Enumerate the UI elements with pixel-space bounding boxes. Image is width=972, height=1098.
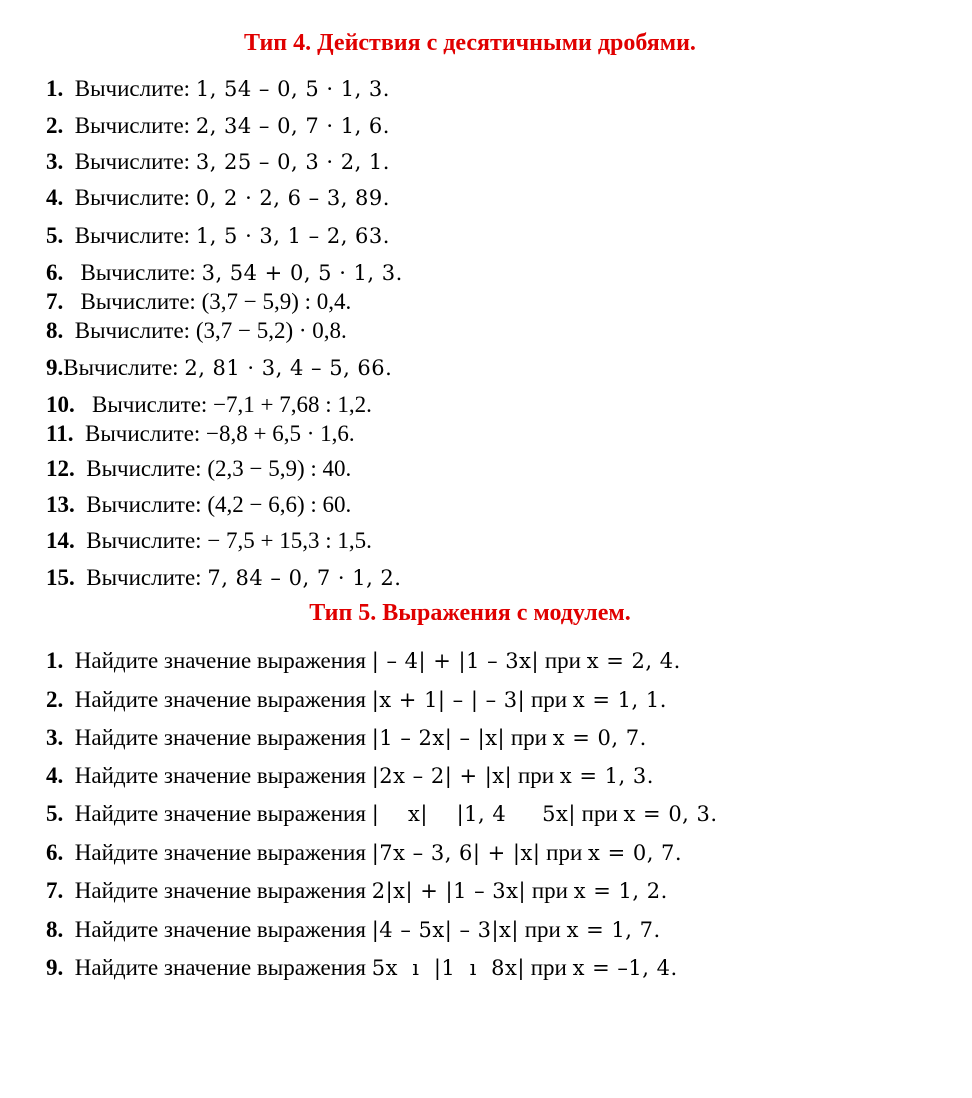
list-item: 7. Вычислите: (3,7 − 5,9) : 0,4. xyxy=(46,289,352,314)
list-item: 9. Найдите значение выражения 5x ı |1 ı 8x| при x = –1, 4. xyxy=(46,955,678,980)
list-item: 11. Вычислите: −8,8 + 6,5 · 1,6. xyxy=(46,421,355,446)
section-title-type5: Тип 5. Выражения с модулем. xyxy=(309,600,631,626)
list-item: 1. Найдите значение выражения | – 4| + |1 – 3x| при x = 2, 4. xyxy=(46,648,681,673)
list-item: 4. Вычислите: 0, 2 · 2, 6 – 3, 89. xyxy=(46,185,390,210)
list-item: 6. Найдите значение выражения |7x – 3, 6| + |x| при x = 0, 7. xyxy=(46,840,683,865)
list-item: 10. Вычислите: −7,1 + 7,68 : 1,2. xyxy=(46,392,372,417)
list-item: 8. Вычислите: (3,7 − 5,2) · 0,8. xyxy=(46,318,347,343)
list-item: 15. Вычислите: 7, 84 – 0, 7 · 1, 2. xyxy=(46,565,402,590)
list-item: 4. Найдите значение выражения |2x – 2| + |x| при x = 1, 3. xyxy=(46,763,654,788)
list-item: 14. Вычислите: − 7,5 + 15,3 : 1,5. xyxy=(46,528,372,553)
list-item: 1. Вычислите: 1, 54 – 0, 5 · 1, 3. xyxy=(46,76,390,101)
list-item: 3. Найдите значение выражения |1 – 2x| – |x| при x = 0, 7. xyxy=(46,725,647,750)
list-item: 13. Вычислите: (4,2 − 6,6) : 60. xyxy=(46,492,352,517)
list-item: 7. Найдите значение выражения 2|x| + |1 – 3x| при x = 1, 2. xyxy=(46,878,668,903)
list-item: 5. Вычислите: 1, 5 · 3, 1 – 2, 63. xyxy=(46,223,390,248)
list-item: 9.Вычислите: 2, 81 · 3, 4 – 5, 66. xyxy=(46,355,393,380)
list-item: 2. Найдите значение выражения |x + 1| – | – 3| при x = 1, 1. xyxy=(46,687,667,712)
list-item: 3. Вычислите: 3, 25 – 0, 3 · 2, 1. xyxy=(46,149,390,174)
list-item: 6. Вычислите: 3, 54 + 0, 5 · 1, 3. xyxy=(46,260,403,285)
list-item: 12. Вычислите: (2,3 − 5,9) : 40. xyxy=(46,456,352,481)
list-item: 8. Найдите значение выражения |4 – 5x| – 3|x| при x = 1, 7. xyxy=(46,917,661,942)
list-item: 5. Найдите значение выражения | x| |1, 4 5x| при x = 0, 3. xyxy=(46,801,718,826)
section-title-type4: Тип 4. Действия с десятичными дробями. xyxy=(244,30,696,56)
list-item: 2. Вычислите: 2, 34 – 0, 7 · 1, 6. xyxy=(46,113,390,138)
